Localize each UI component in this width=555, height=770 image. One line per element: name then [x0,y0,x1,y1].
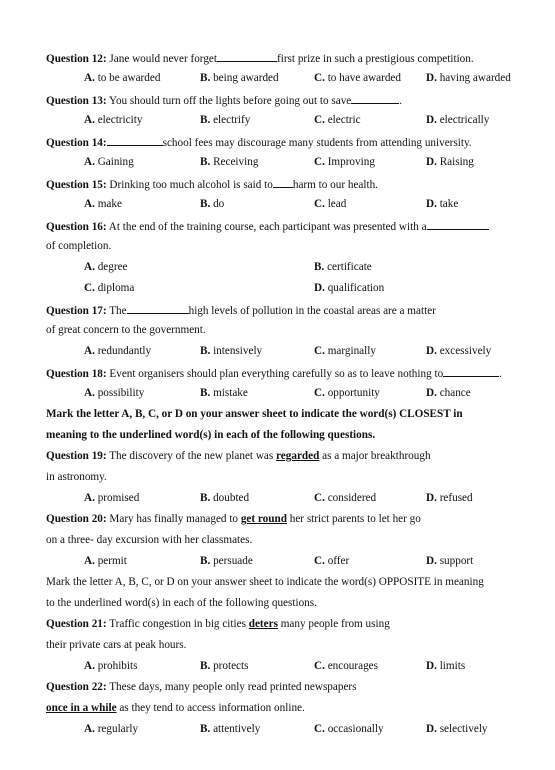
option-b[interactable]: B. attentively [200,723,261,735]
instruction-opposite-line2: to the underlined word(s) in each of the following questions. [46,597,317,609]
question-text: school fees may discourage many students from attending university. [162,137,472,149]
question-text: . [499,368,502,380]
question-14 [46,136,535,149]
question-21-continued: their private cars at peak hours. [46,639,187,651]
answer-blank [443,367,499,377]
question-label: Question 21: [46,618,107,630]
option-c[interactable]: C. considered [314,492,377,504]
question-text: Event organisers should plan everything carefully so as to leave nothing to [106,368,444,380]
option-c[interactable]: C. lead [314,198,347,210]
option-b[interactable]: B. protects [200,660,249,672]
option-c[interactable]: C. occasionally [314,723,384,735]
question-16 [46,220,535,233]
option-d[interactable]: D. selectively [426,723,488,735]
question-label: Question 13: [46,95,107,107]
option-b[interactable]: B. do [200,198,225,210]
instruction-closest-line2: meaning to the underlined word(s) in each of the following questions. [46,429,376,441]
answer-blank [217,52,277,62]
question-12 [46,52,535,65]
option-b[interactable]: B. intensively [200,345,263,357]
answer-blank [273,178,293,188]
question-text: high levels of pollution in the coastal areas are a matter [188,305,436,317]
option-b[interactable]: B. doubted [200,492,250,504]
option-a[interactable]: A. make [84,198,122,210]
underlined-word: regarded [276,450,320,462]
option-d[interactable]: D. Raising [426,156,474,168]
underlined-word: get round [240,513,287,525]
option-a[interactable]: A. prohibits [84,660,138,672]
question-13 [46,94,535,107]
option-c[interactable]: C. encourages [314,660,379,672]
option-c[interactable]: C. offer [314,555,350,567]
option-c[interactable]: C. electric [314,114,361,126]
answer-blank [351,94,399,104]
option-b[interactable]: B. electrify [200,114,251,126]
question-20 [46,514,535,525]
option-d[interactable]: D. support [426,555,474,567]
question-19-continued: in astronomy. [46,471,107,483]
question-label: Question 20: [46,513,107,525]
question-text: These days, many people only read printed newspapers [106,681,357,693]
question-22-continued [46,703,535,714]
question-text: many people from using [277,618,390,630]
question-20-continued: on a three- day excursion with her classmates. [46,534,253,546]
answer-blank [427,220,489,230]
option-d[interactable]: D. refused [426,492,473,504]
option-d[interactable]: D. chance [426,387,471,399]
option-a[interactable]: A. Gaining [84,156,134,168]
question-text: first prize in such a prestigious competition. [277,53,474,65]
question-label: Question 14: [46,137,107,149]
underlined-word: once in a while [46,702,117,714]
question-text: Jane would never forget [106,53,217,65]
instruction-opposite-line1: Mark the letter A, B, C, or D on your answer sheet to indicate the word(s) OPPOSITE in meaning [46,576,484,588]
question-text: Drinking too much alcohol is said to [106,179,273,191]
question-16-continued: of completion. [46,240,112,252]
question-label: Question 18: [46,368,107,380]
option-a[interactable]: A. promised [84,492,140,504]
question-text: . [399,95,403,107]
question-label: Question 15: [46,179,107,191]
question-17-continued: of great concern to the government. [46,324,206,336]
question-label: Question 22: [46,681,107,693]
option-d[interactable]: D. excessively [426,345,492,357]
option-b[interactable]: B. mistake [200,387,248,399]
question-text: The discovery of the new planet was [106,450,277,462]
question-21 [46,619,535,630]
underlined-word: deters [248,618,278,630]
option-b[interactable]: B. persuade [200,555,253,567]
option-d[interactable]: D. having awarded [426,72,511,84]
answer-blank [127,304,189,314]
option-a[interactable]: A. permit [84,555,127,567]
option-d[interactable]: D. take [426,198,459,210]
option-d[interactable]: D. electrically [426,114,490,126]
question-label: Question 12: [46,53,107,65]
option-a[interactable]: A. regularly [84,723,139,735]
option-c[interactable]: C. to have awarded [314,72,401,84]
option-c[interactable]: C. diploma [84,282,135,294]
question-15 [46,178,535,191]
question-text: harm to our health. [292,179,378,191]
question-text: as a major breakthrough [319,450,431,462]
question-17 [46,304,535,317]
question-text: You should turn off the lights before going out to save [106,95,352,107]
option-a[interactable]: A. degree [84,261,128,273]
option-b[interactable]: B. Receiving [200,156,259,168]
instruction-closest-line1: Mark the letter A, B, C, or D on your answer sheet to indicate the word(s) CLOSEST in [46,408,463,420]
option-d[interactable]: D. qualification [314,282,385,294]
question-text: her strict parents to let her go [286,513,421,525]
option-b[interactable]: B. being awarded [200,72,279,84]
option-d[interactable]: D. limits [426,660,466,672]
question-label: Question 19: [46,450,107,462]
option-a[interactable]: A. electricity [84,114,143,126]
option-a[interactable]: A. redundantly [84,345,152,357]
option-a[interactable]: A. possibility [84,387,145,399]
question-label: Question 17: [46,305,107,317]
question-22 [46,682,535,693]
question-label: Question 16: [46,221,107,233]
question-text: The [106,305,127,317]
answer-blank [107,136,163,146]
question-text: Mary has finally managed to [106,513,241,525]
question-18 [46,367,535,380]
option-b[interactable]: B. certificate [314,261,372,273]
question-text: Traffic congestion in big cities [106,618,249,630]
question-text: as they tend to access information online. [116,702,305,714]
option-a[interactable]: A. to be awarded [84,72,161,84]
option-c[interactable]: C. opportunity [314,387,380,399]
option-c[interactable]: C. marginally [314,345,376,357]
question-text: At the end of the training course, each participant was presented with a [106,221,427,233]
question-19 [46,451,535,462]
option-c[interactable]: C. Improving [314,156,375,168]
